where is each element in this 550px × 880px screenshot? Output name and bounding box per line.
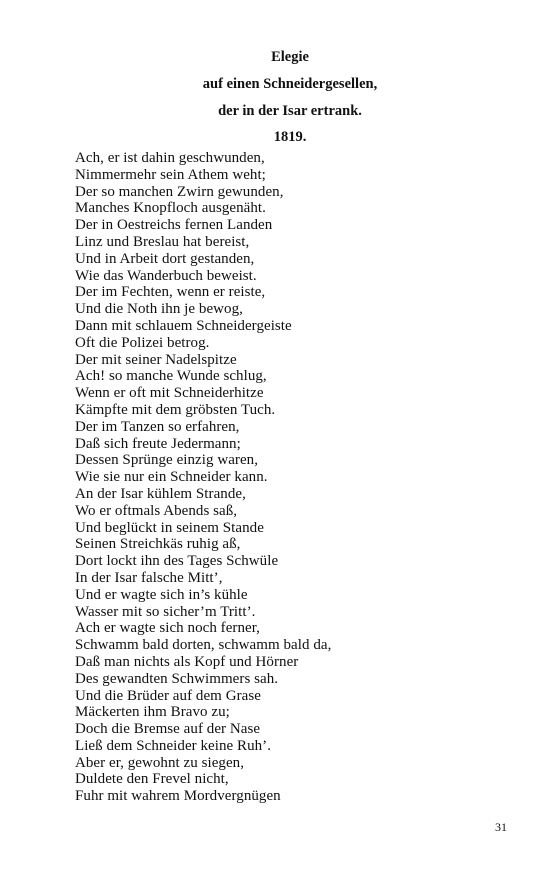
poem-line: Aber er, gewohnt zu siegen, xyxy=(75,754,245,771)
poem-line: Der so manchen Zwirn gewunden, xyxy=(75,183,284,200)
poem-line: Duldete den Frevel nicht, xyxy=(75,771,229,788)
poem-line: Der im Tanzen so erfahren, xyxy=(75,418,240,435)
poem-line: Nimmermehr sein Athem weht; xyxy=(75,166,266,183)
poem-line: Daß man nichts als Kopf und Hörner xyxy=(75,653,299,670)
poem-line: Ach! so manche Wunde schlug, xyxy=(75,368,267,385)
poem-line: Der in Oestreichs fernen Landen xyxy=(75,217,273,234)
poem-line: Dort lockt ihn des Tages Schwüle xyxy=(75,553,279,570)
poem-line: Linz und Breslau hat bereist, xyxy=(75,233,250,250)
poem-line: Wenn er oft mit Schneiderhitze xyxy=(75,385,264,402)
poem-line: Wasser mit so sicher’m Tritt’. xyxy=(75,603,256,620)
poem-subtitle-line-1: auf einen Schneidergesellen, xyxy=(202,76,378,92)
poem-title: Elegie xyxy=(271,49,309,65)
poem-line: Schwamm bald dorten, schwamm bald da, xyxy=(75,637,332,654)
poem-line: Doch die Bremse auf der Nase xyxy=(75,721,261,738)
poem-line: Des gewandten Schwimmers sah. xyxy=(75,670,279,687)
poem-line: Der im Fechten, wenn er reiste, xyxy=(75,284,266,301)
poem-line: In der Isar falsche Mitt’, xyxy=(75,569,223,586)
poem-year: 1819. xyxy=(273,129,307,145)
poem-line: Mäckerten ihm Bravo zu; xyxy=(75,704,230,721)
poem-line: Kämpfte mit dem gröbsten Tuch. xyxy=(75,401,276,418)
poem-line: Oft die Polizei betrog. xyxy=(75,334,210,351)
poem-line: Manches Knopfloch ausgenäht. xyxy=(75,200,266,217)
poem-subtitle-line-2: der in der Isar ertrank. xyxy=(218,103,362,119)
poem-line: Daß sich freute Jedermann; xyxy=(75,435,241,452)
poem-line: Dessen Sprünge einzig waren, xyxy=(75,452,259,469)
poem-line: Der mit seiner Nadelspitze xyxy=(75,351,237,368)
poem-line: Wie sie nur ein Schneider kann. xyxy=(75,469,268,486)
poem-line: Fuhr mit wahrem Mordvergnügen xyxy=(75,788,281,805)
poem-line: Dann mit schlauem Schneidergeiste xyxy=(75,317,292,334)
page-number: 31 xyxy=(495,820,507,834)
poem-line: Wie das Wanderbuch beweist. xyxy=(75,267,257,284)
poem-line: Und die Brüder auf dem Grase xyxy=(75,687,261,704)
poem-line: Seinen Streichkäs ruhig aß, xyxy=(75,536,241,553)
poem-line: Ach, er ist dahin geschwunden, xyxy=(75,150,265,166)
poem-line: An der Isar kühlem Strande, xyxy=(75,485,246,502)
poem-body xyxy=(75,150,505,805)
poem-line: Wo er oftmals Abends saß, xyxy=(75,502,238,519)
poem-line: Und die Noth ihn je bewog, xyxy=(75,301,243,318)
poem-line: Und beglückt in seinem Stande xyxy=(75,519,264,536)
poem-line: Und in Arbeit dort gestanden, xyxy=(75,250,255,267)
poem-line: Und er wagte sich in’s kühle xyxy=(75,586,248,603)
poem-line: Ach er wagte sich noch ferner, xyxy=(75,620,260,637)
poem-line: Ließ dem Schneider keine Ruh’. xyxy=(75,737,272,754)
